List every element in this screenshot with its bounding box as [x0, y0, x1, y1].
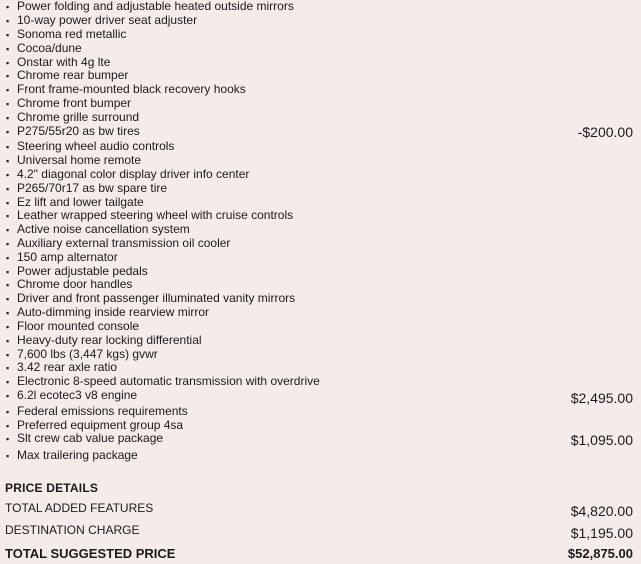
bullet-icon: ▪ — [6, 225, 10, 235]
feature-label: 6.2l ecotec3 v8 engine — [17, 388, 138, 402]
bullet-icon: ▪ — [6, 113, 10, 123]
bullet-icon: ▪ — [6, 322, 10, 332]
bullet-icon: ▪ — [6, 85, 10, 95]
destination-charge-value: $1,195.00 — [570, 525, 633, 541]
bullet-icon: ▪ — [6, 156, 10, 166]
feature-item — [0, 154, 641, 168]
price-details-heading: PRICE DETAILS — [5, 481, 99, 495]
feature-label: Floor mounted console — [17, 319, 140, 333]
feature-label: Electronic 8-speed automatic transmission with overdrive — [17, 374, 320, 388]
total-added-features-value: $4,820.00 — [570, 503, 633, 519]
feature-label: P275/55r20 as bw tires — [17, 124, 140, 138]
bullet-icon: ▪ — [6, 184, 10, 194]
feature-price: -$200.00 — [577, 124, 633, 140]
feature-label: Chrome door handles — [17, 277, 133, 291]
bullet-icon: ▪ — [6, 71, 10, 81]
feature-label: 10-way power driver seat adjuster — [17, 13, 198, 27]
total-added-features-label: TOTAL ADDED FEATURES — [5, 501, 154, 515]
bullet-icon: ▪ — [6, 350, 10, 360]
feature-item — [0, 209, 641, 223]
bullet-icon: ▪ — [6, 451, 10, 461]
feature-label: Auto-dimming inside rearview mirror — [17, 305, 210, 319]
feature-label: Federal emissions requirements — [17, 404, 188, 418]
feature-item — [0, 320, 641, 334]
bullet-icon: ▪ — [6, 267, 10, 277]
feature-item — [0, 182, 641, 196]
feature-item — [0, 83, 641, 97]
feature-label: Max trailering package — [17, 448, 138, 462]
feature-label: Steering wheel audio controls — [17, 139, 175, 153]
bullet-icon: ▪ — [6, 211, 10, 221]
bullet-icon: ▪ — [6, 198, 10, 208]
feature-label: Onstar with 4g lte — [17, 55, 111, 69]
bullet-icon: ▪ — [6, 99, 10, 109]
feature-item — [0, 375, 641, 389]
feature-item — [0, 125, 641, 139]
feature-label: Auxiliary external transmission oil cooler — [17, 236, 231, 250]
bullet-icon: ▪ — [6, 336, 10, 346]
bullet-icon: ▪ — [6, 434, 10, 444]
feature-price: $2,495.00 — [570, 390, 633, 406]
feature-price: $1,095.00 — [570, 432, 633, 448]
feature-label: 7,600 lbs (3,447 kgs) gvwr — [17, 347, 158, 361]
feature-label: Power folding and adjustable heated outside mirrors — [17, 0, 294, 13]
bullet-icon: ▪ — [6, 44, 10, 54]
feature-item — [0, 237, 641, 251]
feature-item — [0, 69, 641, 83]
feature-item — [0, 42, 641, 56]
feature-label: Chrome grille surround — [17, 110, 140, 124]
bullet-icon: ▪ — [6, 170, 10, 180]
feature-label: Preferred equipment group 4sa — [17, 418, 184, 432]
feature-item — [0, 388, 641, 406]
bullet-icon: ▪ — [6, 280, 10, 290]
feature-item — [0, 168, 641, 182]
bullet-icon: ▪ — [6, 2, 10, 12]
feature-item — [0, 140, 641, 154]
feature-label: Active noise cancellation system — [17, 222, 190, 236]
feature-label: Leather wrapped steering wheel with cruise controls — [17, 208, 294, 222]
feature-item — [0, 292, 641, 306]
feature-label: Cocoa/dune — [17, 41, 82, 55]
feature-label: Driver and front passenger illuminated vanity mirrors — [17, 291, 296, 305]
feature-item — [0, 223, 641, 237]
destination-charge-label: DESTINATION CHARGE — [5, 523, 140, 537]
feature-label: Slt crew cab value package — [17, 431, 164, 445]
feature-label: Chrome rear bumper — [17, 68, 129, 82]
destination-charge-row — [5, 523, 633, 541]
total-suggested-price-row — [5, 546, 633, 564]
bullet-icon: ▪ — [6, 391, 10, 401]
feature-item — [0, 432, 641, 446]
feature-item — [0, 111, 641, 125]
bullet-icon: ▪ — [6, 16, 10, 26]
bullet-icon: ▪ — [6, 377, 10, 387]
feature-label: Sonoma red metallic — [17, 27, 127, 41]
feature-item — [0, 14, 641, 28]
feature-item — [0, 97, 641, 111]
feature-item — [0, 306, 641, 320]
feature-item — [0, 449, 641, 463]
feature-label: Front frame-mounted black recovery hooks — [17, 82, 246, 96]
feature-label: Chrome front bumper — [17, 96, 132, 110]
bullet-icon: ▪ — [6, 421, 10, 431]
feature-item — [0, 0, 641, 14]
bullet-icon: ▪ — [6, 239, 10, 249]
feature-item — [0, 251, 641, 265]
bullet-icon: ▪ — [6, 142, 10, 152]
feature-item — [0, 361, 641, 375]
bullet-icon: ▪ — [6, 58, 10, 68]
feature-label: Universal home remote — [17, 153, 142, 167]
feature-label: 150 amp alternator — [17, 250, 118, 264]
bullet-icon: ▪ — [6, 294, 10, 304]
total-suggested-price-value: $52,875.00 — [567, 546, 633, 561]
bullet-icon: ▪ — [6, 30, 10, 40]
feature-item — [0, 334, 641, 348]
bullet-icon: ▪ — [6, 308, 10, 318]
feature-label: 4.2" diagonal color display driver info center — [17, 167, 250, 181]
feature-item — [0, 278, 641, 292]
feature-label: Heavy-duty rear locking differential — [17, 333, 202, 347]
feature-label: Ez lift and lower tailgate — [17, 195, 144, 209]
feature-label: P265/70r17 as bw spare tire — [17, 181, 168, 195]
feature-item — [0, 28, 641, 42]
bullet-icon: ▪ — [6, 363, 10, 373]
bullet-icon: ▪ — [6, 407, 10, 417]
feature-label: Power adjustable pedals — [17, 264, 148, 278]
bullet-icon: ▪ — [6, 127, 10, 137]
total-suggested-price-label: TOTAL SUGGESTED PRICE — [5, 546, 176, 561]
feature-label: 3.42 rear axle ratio — [17, 360, 118, 374]
total-added-features-row — [5, 501, 633, 519]
feature-item — [0, 405, 641, 419]
bullet-icon: ▪ — [6, 253, 10, 263]
